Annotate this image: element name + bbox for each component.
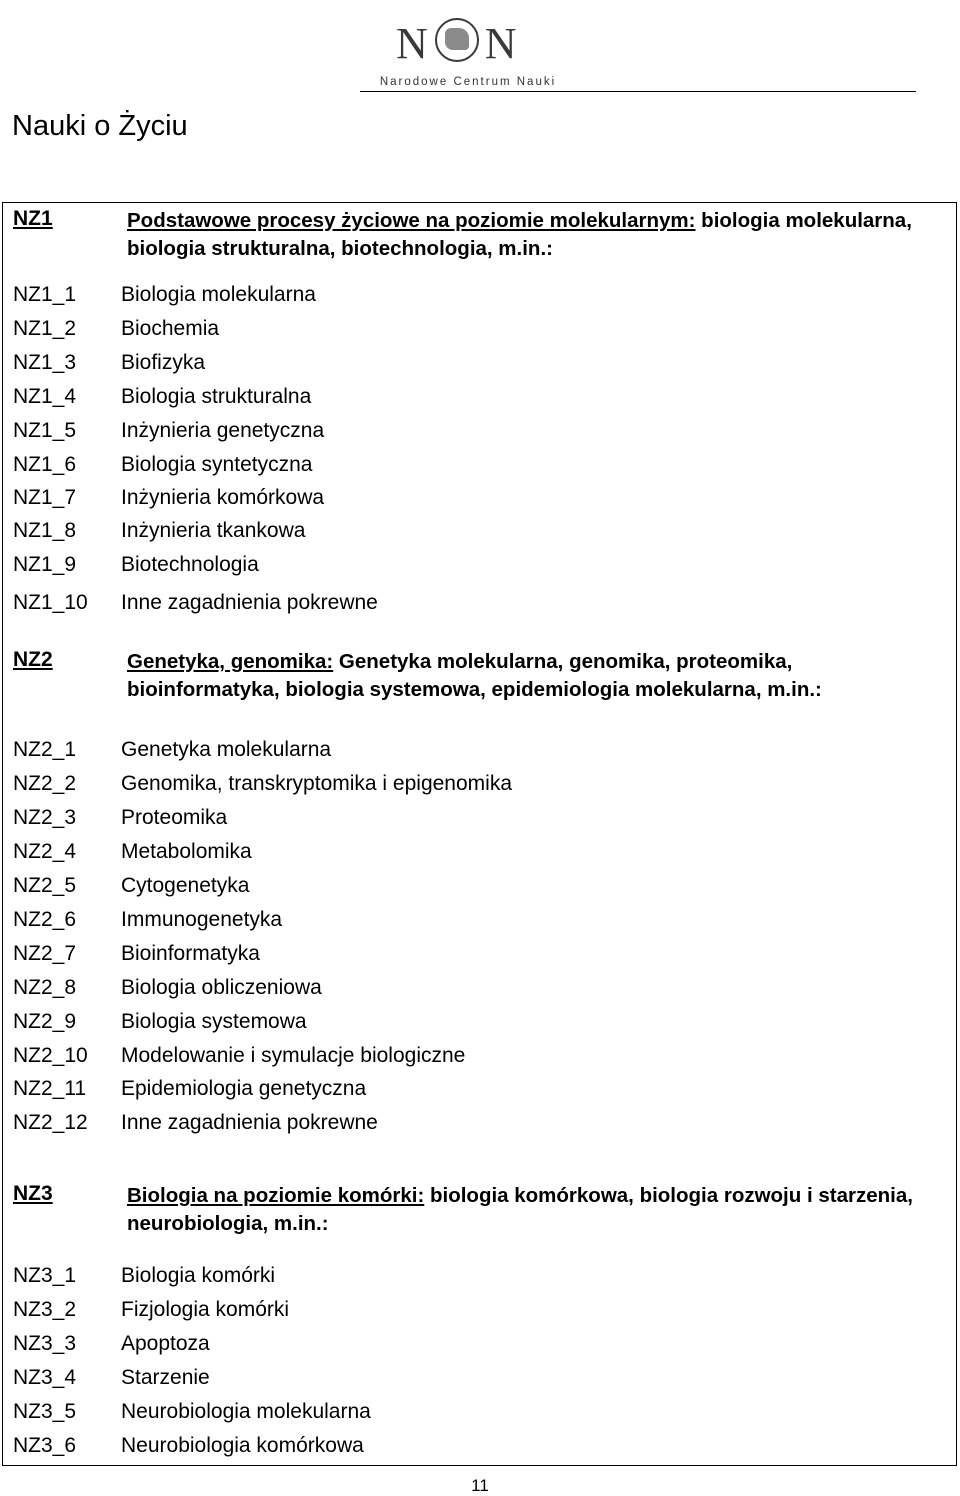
page-title: Nauki o Życiu	[12, 110, 188, 142]
list-item	[3, 515, 956, 549]
logo-letter-right: N	[484, 19, 518, 68]
logo-letter-left: N	[396, 19, 429, 68]
item-code: NZ2_3	[13, 806, 77, 829]
item-code: NZ1_1	[13, 283, 77, 306]
item-code: NZ1_3	[13, 351, 77, 374]
ncn-logo-mark	[396, 18, 518, 69]
group-main-title: Podstawowe procesy życiowe na poziomie molekularnym:	[127, 209, 696, 232]
item-code: NZ1_5	[13, 419, 77, 442]
item-label: Proteomika	[121, 806, 228, 829]
list-item	[3, 938, 956, 972]
item-label: Epidemiologia genetyczna	[121, 1077, 367, 1100]
item-code: NZ1_2	[13, 317, 77, 340]
item-label: Cytogenetyka	[121, 874, 250, 897]
group-code: NZ2	[13, 648, 53, 671]
list-item	[3, 972, 956, 1006]
list-item	[3, 1073, 956, 1107]
list-item	[3, 836, 956, 870]
list-item	[3, 768, 956, 802]
list-item	[3, 415, 956, 449]
item-code: NZ2_5	[13, 874, 77, 897]
item-label: Bioinformatyka	[121, 942, 260, 965]
list-item	[3, 1260, 956, 1294]
item-code: NZ3_6	[13, 1434, 77, 1457]
list-item	[3, 381, 956, 415]
list-item	[3, 279, 956, 313]
list-item	[3, 549, 956, 583]
item-code: NZ2_9	[13, 1010, 77, 1033]
item-label: Genetyka molekularna	[121, 738, 332, 761]
group-code: NZ3	[13, 1182, 53, 1205]
group-main-title: Genetyka, genomika:	[127, 650, 334, 673]
list-item	[3, 1294, 956, 1328]
list-item	[3, 313, 956, 347]
item-label: Biologia syntetyczna	[121, 453, 313, 476]
list-item	[3, 449, 956, 483]
item-label: Inżynieria komórkowa	[121, 486, 325, 509]
item-label: Biochemia	[121, 317, 220, 340]
list-item	[3, 347, 956, 381]
item-code: NZ3_2	[13, 1298, 77, 1321]
logo-subtitle: Narodowe Centrum Nauki	[379, 76, 557, 88]
group-description	[127, 1182, 942, 1238]
list-item	[3, 734, 956, 768]
item-code: NZ3_1	[13, 1264, 77, 1287]
item-code: NZ2_6	[13, 908, 77, 931]
item-label: Apoptoza	[121, 1332, 210, 1355]
item-code: NZ3_5	[13, 1400, 77, 1423]
item-code: NZ1_8	[13, 519, 77, 542]
header-divider	[360, 91, 916, 92]
item-label: Inne zagadnienia pokrewne	[121, 1111, 378, 1134]
item-label: Biofizyka	[121, 351, 206, 374]
item-code: NZ2_1	[13, 738, 77, 761]
list-item	[3, 870, 956, 904]
list-item	[3, 1107, 956, 1141]
item-code: NZ1_9	[13, 553, 77, 576]
item-code: NZ3_4	[13, 1366, 77, 1389]
item-label: Inżynieria tkankowa	[121, 519, 306, 542]
ncn-logo	[379, 10, 580, 90]
item-code: NZ2_8	[13, 976, 77, 999]
item-label: Inżynieria genetyczna	[121, 419, 325, 442]
item-code: NZ3_3	[13, 1332, 77, 1355]
poland-map-icon	[435, 18, 479, 62]
item-label: Biologia molekularna	[121, 283, 316, 306]
item-label: Biologia komórki	[121, 1264, 276, 1287]
list-item	[3, 1430, 956, 1464]
item-label: Immunogenetyka	[121, 908, 283, 931]
list-item	[3, 482, 956, 516]
item-code: NZ1_4	[13, 385, 77, 408]
item-label: Biologia obliczeniowa	[121, 976, 322, 999]
group-code: NZ1	[13, 207, 53, 230]
item-code: NZ1_10	[13, 591, 88, 614]
list-item	[3, 802, 956, 836]
item-code: NZ2_12	[13, 1111, 88, 1134]
classification-table	[2, 202, 957, 1466]
group-main-title: Biologia na poziomie komórki:	[127, 1184, 425, 1207]
item-label: Neurobiologia molekularna	[121, 1400, 371, 1423]
page-number: 11	[471, 1476, 489, 1495]
item-label: Neurobiologia komórkowa	[121, 1434, 364, 1457]
list-item	[3, 587, 956, 621]
item-code: NZ1_7	[13, 486, 77, 509]
item-label: Biologia strukturalna	[121, 385, 312, 408]
item-code: NZ2_10	[13, 1044, 88, 1067]
item-label: Inne zagadnienia pokrewne	[121, 591, 378, 614]
item-label: Starzenie	[121, 1366, 210, 1389]
group-scope: Genetyka molekularna, genomika, proteomika, bioinformatyka, biologia systemowa, epidemiologia molekularna, m.in.:	[127, 650, 822, 701]
group-description	[127, 648, 942, 704]
item-code: NZ2_4	[13, 840, 77, 863]
item-label: Biotechnologia	[121, 553, 259, 576]
item-label: Biologia systemowa	[121, 1010, 307, 1033]
list-item	[3, 1328, 956, 1362]
item-label: Genomika, transkryptomika i epigenomika	[121, 772, 513, 795]
item-label: Modelowanie i symulacje biologiczne	[121, 1044, 466, 1067]
item-code: NZ1_6	[13, 453, 77, 476]
item-code: NZ2_7	[13, 942, 77, 965]
item-label: Fizjologia komórki	[121, 1298, 290, 1321]
list-item	[3, 1040, 956, 1074]
item-code: NZ2_2	[13, 772, 77, 795]
list-item	[3, 1362, 956, 1396]
item-label: Metabolomika	[121, 840, 252, 863]
item-code: NZ2_11	[13, 1077, 87, 1100]
group-scope: biologia komórkowa, biologia rozwoju i starzenia, neurobiologia, m.in.:	[127, 1184, 913, 1235]
list-item	[3, 1396, 956, 1430]
list-item	[3, 1006, 956, 1040]
group-description	[127, 207, 942, 263]
list-item	[3, 904, 956, 938]
group-scope: biologia molekularna, biologia strukturalna, biotechnologia, m.in.:	[127, 209, 912, 260]
